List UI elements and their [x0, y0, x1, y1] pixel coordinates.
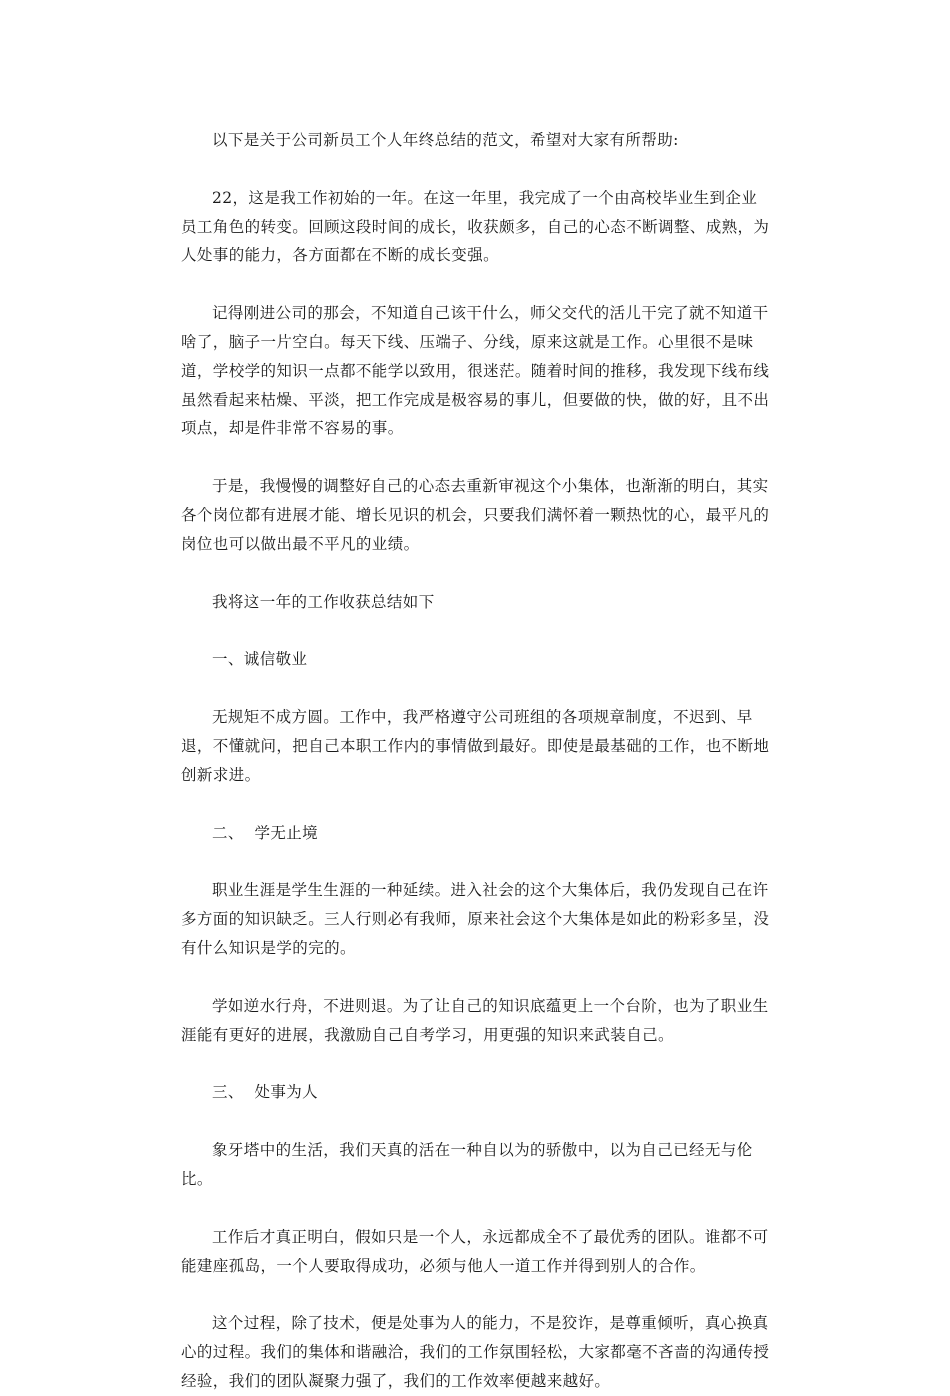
section-heading-conduct: 三、 处事为人	[212, 1083, 319, 1102]
section3-paragraph: 工作后才真正明白，假如只是一个人，永远都成全不了最优秀的团队。谁都不可能建座孤岛，一个人要取得成功，必须与他人一道工作并得到别人的合作。	[181, 1227, 769, 1275]
section1-paragraph: 无规矩不成方圆。工作中，我严格遵守公司班组的各项规章制度，不迟到、早退，不懂就问，把自己本职工作内的事情做到最好。即使是最基础的工作，也不断地创新求进。	[181, 708, 770, 784]
intro-paragraph: 以下是关于公司新员工个人年终总结的范文，希望对大家有所帮助:	[212, 131, 679, 149]
paragraph-summary-intro: 我将这一年的工作收获总结如下	[212, 592, 435, 611]
paragraph-first-year: 22，这是我工作初始的一年。在这一年里，我完成了一个由高校毕业生到企业员工角色的转变。回顾这段时间的成长，收获颇多，自己的心态不断调整、成熟，为人处事的能力，各方面都在不断的成长变强。	[181, 188, 770, 265]
section2-paragraph: 学如逆水行舟，不进则退。为了让自己的知识底蕴更上一个台阶，也为了职业生涯能有更好的进展，我激励自己自考学习，用更强的知识来武装自己。	[181, 996, 769, 1044]
section2-paragraph: 职业生涯是学生生涯的一种延续。进入社会的这个大集体后，我仍发现自己在许多方面的知识缺乏。三人行则必有我师，原来社会这个大集体是如此的粉彩多呈，没有什么知识是学的完的。	[181, 881, 770, 957]
document-body	[181, 126, 773, 1396]
paragraph-adjustment: 于是，我慢慢的调整好自己的心态去重新审视这个小集体，也渐渐的明白，其实各个岗位都有进展才能、增长见识的机会，只要我们满怀着一颗热忱的心，最平凡的岗位也可以做出最不平凡的业绩。	[181, 477, 770, 553]
paragraph-early-days: 记得刚进公司的那会，不知道自己该干什么，师父交代的活儿干完了就不知道干啥了，脑子一片空白。每天下线、压端子、分线，原来这就是工作。心里很不是味道，学校学的知识一点都不能学以致用，很迷茫。随着时间的推移，我发现下线布线虽然看起来枯燥、平淡，把工作完成是极容易的事儿，但要做的快，做的好，且不出项点，却是件非常不容易的事。	[181, 304, 770, 438]
section-heading-learning: 二、 学无止境	[212, 823, 319, 842]
section-heading-integrity: 一、诚信敬业	[212, 650, 308, 669]
section3-paragraph: 象牙塔中的生活，我们天真的活在一种自以为的骄傲中，以为自己已经无与伦比。	[181, 1141, 753, 1188]
section3-paragraph: 这个过程，除了技术，便是处事为人的能力，不是狡诈，是尊重倾听，真心换真心的过程。我们的集体和谐融洽，我们的工作氛围轻松，大家都毫不吝啬的沟通传授经验，我们的团队凝聚力强了，我们的工作效率便越来越好。	[181, 1314, 770, 1390]
